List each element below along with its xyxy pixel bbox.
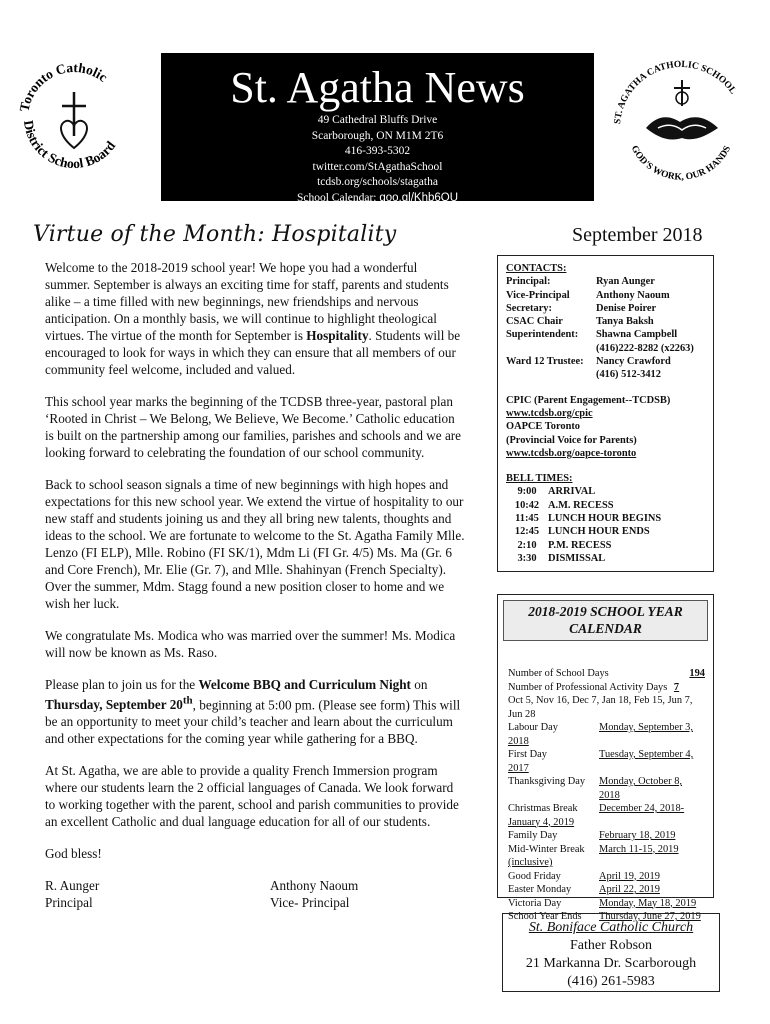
contact-name: (416)222-8282 (x2263) [596,342,694,354]
event-date: December 24, 2018- [599,803,685,814]
event-label: Family Day [508,830,558,841]
p5-event-name: Welcome BBQ and Curriculum Night [198,677,411,692]
contact-row [506,315,705,328]
contact-role: CSAC Chair [506,316,563,328]
event-date: Monday, May 18, 2019 [599,897,697,909]
church-name: St. Boniface Catholic Church [528,920,694,935]
p5-date-suffix: th [182,695,193,707]
bell-time-row [506,499,705,512]
contact-role: Superintendent: [506,329,579,341]
church-priest: Father Robson [569,938,653,953]
pa-days-label: Number of Professional Activity Days [508,681,668,693]
calendar-body [498,641,713,924]
event-label: Easter Monday [508,884,572,895]
principal-letter [45,259,465,911]
bell-time: 12:45 [514,526,540,538]
bell-time: 3:30 [517,552,537,564]
website-link[interactable]: tcdsb.org/schools/stagatha [317,176,438,188]
bell-time: 10:42 [514,499,540,511]
event-label: Victoria Day [508,897,562,909]
logo-left-bottom-text: District School Board [20,119,119,172]
letter-paragraph-5 [45,676,465,747]
oapce-label: OAPCE Toronto [506,421,581,433]
p1-text-b: . Students will be encouraged to look for ways in which they can ensure that all members of our community feel welcome, included and valued. [45,328,461,377]
contact-name: Denise Poirer [596,302,657,314]
event-label: Mid-Winter Break [508,843,585,855]
bell-time: 9:00 [517,486,537,498]
contact-row [506,289,705,302]
vice-principal-name: Anthony Naoum [270,878,359,894]
event-date: April 22, 2019 [599,884,660,895]
issue-month: September 2018 [572,224,703,246]
school-days-row [508,667,705,681]
logo-left-top-text: Toronto Catholic [16,59,111,113]
letter-paragraph-1 [45,259,465,378]
bell-label: LUNCH HOUR ENDS [548,526,650,538]
event-date: March 11-15, 2019 [599,843,679,855]
tcdsb-logo [14,52,134,182]
event-date: February 18, 2019 [599,830,676,841]
twitter-link[interactable]: twitter.com/StAgathaSchool [312,160,443,173]
contact-row [506,275,705,288]
calendar-event-row [508,897,705,911]
calendar-event-row [508,829,705,843]
calendar-event-row [508,721,705,748]
contacts-box [497,255,714,572]
pa-days-dates: Oct 5, Nov 16, Dec 7, Jan 18, Feb 15, Jun 7, Jun 28 [508,695,693,720]
p5-date-text: Thursday, September 20 [45,697,183,713]
bell-label: A.M. RECESS [548,499,614,511]
calendar-event-row [508,802,705,829]
event-date: April 19, 2019 [599,870,660,882]
cpic-link[interactable]: www.tcdsb.org/cpic [506,407,593,419]
school-address: 49 Cathedral Bluffs Drive [317,114,438,126]
signature-principal [45,877,180,911]
bell-time: 2:10 [517,539,537,551]
school-days-value: 194 [689,668,705,679]
bell-times-heading: BELL TIMES: [506,473,573,485]
contact-name: Ryan Aunger [596,276,655,288]
bell-time: 11:45 [515,513,539,525]
oapce-description: (Provincial Voice for Parents) [506,434,637,446]
event-date: Monday, October 8, 2018 [599,776,683,801]
event-date: Monday, September 3, [599,722,693,733]
school-year-calendar [497,594,714,922]
bell-time-row [506,485,705,498]
event-label: Christmas Break [508,803,578,814]
parish-box [502,913,720,992]
bell-time-row [506,525,705,538]
contact-name: Nancy Crawford [596,356,671,368]
letter-paragraph-2: This school year marks the beginning of the TCDSB three-year, pastoral plan ‘Rooted in Christ – We Belong, We Believe, We Become.’ Catholic education is built on the partnership among our families, parishes and schools and we are looking forward to celebrating the foundation of our school community. [45,394,462,460]
p1-text-a: Welcome to the 2018-2019 school year! We hope you had a wonderful summer. September is always an exciting time for staff, parents and students alike – a time filled with new beginnings, new friendships and nervous anticipation. On a monthly basis, we will continue to highlight theological virtues. The virtue of the month for September is [45,260,449,343]
church-phone: (416) 261-5983 [567,974,655,989]
contacts-heading: CONTACTS: [506,263,567,274]
event-date-continued: 2018 [508,735,529,747]
school-calendar-line [161,191,594,207]
logo-right-bottom-text: GOD'S WORK, OUR HANDS [628,144,734,183]
calendar-label: School Calendar: [296,191,377,204]
event-date-continued: (inclusive) [508,857,553,868]
contact-role: Principal: [506,276,551,288]
event-label: Good Friday [508,870,561,882]
contact-role: Ward 12 Trustee: [506,356,584,368]
bell-label: P.M. RECESS [548,539,612,551]
vice-principal-title: Vice- Principal [270,895,350,911]
letter-paragraph-6: At St. Agatha, we are able to provide a quality French Immersion program where our students learn the 2 official languages of Canada. We look forward to working together with the parent, school and parish communities to provide an excellent Catholic and dual language education for all of our students. [45,763,459,830]
p1-bold: Hospitality [306,328,369,343]
contact-name: Tanya Baksh [596,316,654,328]
logo-right-top-text: ST. AGATHA CATHOLIC SCHOOL [613,59,738,125]
virtue-heading: Virtue of the Month: Hospitality [33,222,397,247]
event-label: Labour Day [508,722,558,733]
calendar-events [508,721,705,924]
newsletter-title: St. Agatha News [230,63,525,112]
calendar-event-row [508,748,705,775]
pa-days-value: 7 [673,681,680,693]
event-label: First Day [508,749,547,760]
contact-role: Secretary: [506,302,552,314]
calendar-event-row [508,870,705,884]
bell-label: LUNCH HOUR BEGINS [548,513,662,525]
bell-time-row [506,552,705,565]
event-label: School Year Ends [508,911,582,922]
oapce-link[interactable]: www.tcdsb.org/oapce-toronto [506,447,637,459]
school-days-label: Number of School Days [508,668,609,679]
p5-text-a: Please plan to join us for the [45,677,199,692]
event-label: Thanksgiving Day [508,776,586,787]
calendar-link[interactable]: goo.gl/Khb6QU [379,191,459,204]
p5-text-b: on [410,677,428,692]
pa-days-row [508,681,705,695]
masthead [161,53,594,204]
svg-text:ST. AGATHA CATHOLIC SCHOOL [613,60,738,125]
signatures [45,877,405,911]
signature-vice-principal [180,877,405,911]
event-date: Tuesday, September 4, [599,749,694,760]
contact-role [506,342,596,355]
svg-text:GOD'S WORK, OUR HANDS [629,144,733,183]
calendar-heading [503,600,708,641]
event-date: Thursday, June 27, 2019 [599,911,701,922]
contact-row [506,368,705,381]
bell-time-row [506,539,705,552]
principal-name: R. Aunger [45,878,100,894]
p5-event-date [45,697,193,712]
p5-text-d: . (Please see form) This will be an opportunity to meet your child’s teacher and learn about the curriculum and other expectations for the coming year while gathering for a BBQ. [45,697,461,747]
event-date-continued: 2017 [508,762,529,774]
calendar-heading-line1: 2018-2019 SCHOOL YEAR [528,604,683,619]
event-date-continued: January 4, 2019 [508,816,575,828]
contact-role: Vice-Principal [506,289,570,301]
bell-time-row [506,512,705,525]
p5-text-c: , beginning at 5:00 pm [192,697,312,713]
calendar-event-row [508,843,705,870]
contact-row [506,302,705,315]
letter-closing: God bless! [45,846,102,862]
calendar-heading-line2: CALENDAR [569,621,642,636]
church-address: 21 Markanna Dr. Scarborough [525,956,697,971]
contact-list [506,275,705,381]
bell-label: ARRIVAL [548,486,596,498]
contact-name: Shawna Campbell [596,329,678,341]
cpic-label: CPIC (Parent Engagement--TCDSB) [506,394,671,406]
contact-name: Anthony Naoum [596,289,670,301]
letter-paragraph-4: We congratulate Ms. Modica who was married over the summer! Ms. Modica will now be known as Ms. Raso. [45,628,456,660]
contact-row [506,328,705,341]
contact-row [506,355,705,368]
bell-times-list [506,485,705,565]
school-phone: 416-393-5302 [344,145,411,157]
st-agatha-logo [606,50,756,195]
school-city: Scarborough, ON M1M 2T6 [311,129,444,142]
calendar-event-row [508,883,705,897]
calendar-event-row [508,775,705,802]
contact-row [506,342,705,355]
bell-label: DISMISSAL [548,552,606,564]
letter-paragraph-3: Back to school season signals a time of new beginnings with high hopes and expectations for this new school year. We extend the virtue of hospitality to our new staff and students joining us and they all bring new talents, thoughts and ideas to the school. We are fortunate to welcome to the St. Agatha Family Mlle. Lenzo (FI ELP), Mlle. Robino (FI SK/1), Mdm Li (FI Gr. 4/5) Ms. Ma (Gr. 6 and Core French), Mr. Elie (Gr. 7), and Mlle. Shahinyan (French Specialty). Over the summer, Mdm. Stagg found a new position closer to home and we wish her luck. [45,477,465,611]
contact-role [506,368,596,381]
contact-name: (416) 512-3412 [596,369,661,381]
principal-title: Principal [45,895,93,911]
